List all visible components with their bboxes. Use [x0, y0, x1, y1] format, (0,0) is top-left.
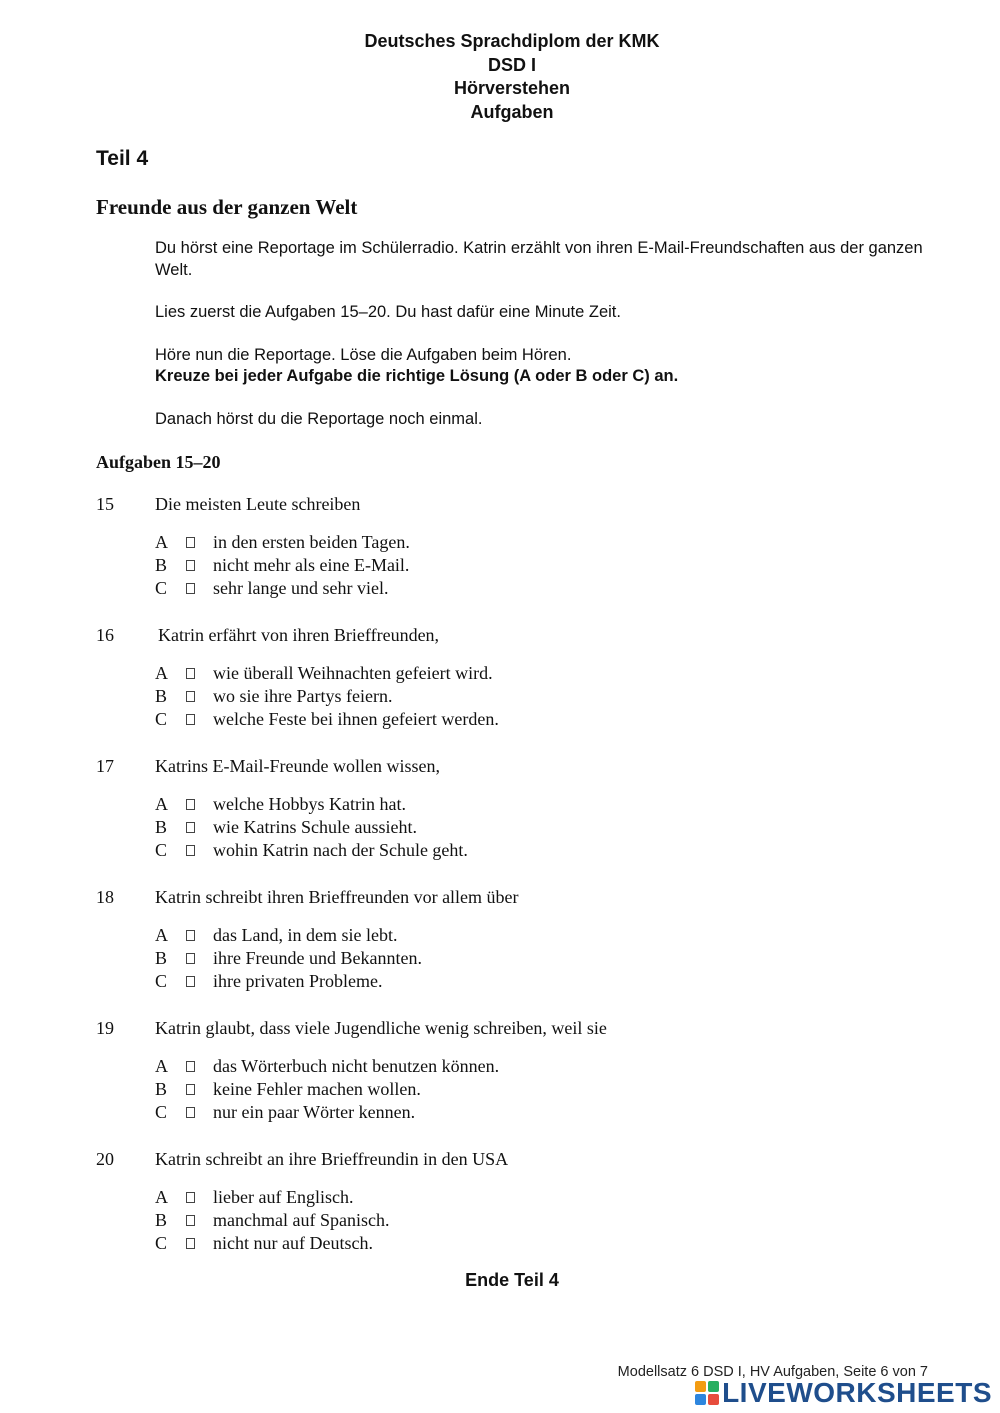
- instructions: [155, 238, 945, 451]
- option-text: sehr lange und sehr viel.: [213, 578, 389, 598]
- checkbox-icon[interactable]: [186, 668, 195, 679]
- option-c[interactable]: [96, 1232, 956, 1255]
- option-text: ihre Freunde und Bekannten.: [213, 948, 422, 968]
- checkbox-icon[interactable]: [186, 930, 195, 941]
- option-letter: A: [155, 663, 168, 683]
- instruction-3-text: Höre nun die Reportage. Löse die Aufgaben beim Hören.: [155, 345, 572, 364]
- checkbox-icon[interactable]: [186, 583, 195, 594]
- question-17: [96, 754, 956, 885]
- liveworksheets-logo-icon: [695, 1381, 719, 1405]
- question-number: 19: [96, 1018, 114, 1038]
- option-text: lieber auf Englisch.: [213, 1187, 354, 1207]
- checkbox-icon[interactable]: [186, 691, 195, 702]
- instruction-3: [155, 345, 945, 388]
- option-a[interactable]: [96, 531, 956, 554]
- checkbox-icon[interactable]: [186, 1238, 195, 1249]
- option-c[interactable]: [96, 577, 956, 600]
- option-letter: C: [155, 971, 168, 991]
- option-letter: C: [155, 840, 168, 860]
- brand-text: LIVEWORKSHEETS: [722, 1377, 992, 1408]
- option-letter: C: [155, 709, 168, 729]
- page-footer: Modellsatz 6 DSD I, HV Aufgaben, Seite 6 von 7: [617, 1364, 928, 1380]
- option-c[interactable]: [96, 839, 956, 862]
- header-line-3: Hörverstehen: [453, 78, 571, 98]
- section-subtitle: Freunde aus der ganzen Welt: [96, 195, 358, 219]
- question-15: [96, 492, 956, 623]
- question-19: [96, 1016, 956, 1147]
- question-number: 15: [96, 494, 114, 514]
- option-text: welche Feste bei ihnen gefeiert werden.: [213, 709, 499, 729]
- question-text: Katrin schreibt an ihre Brieffreundin in den USA: [155, 1149, 509, 1169]
- tasks-heading: Aufgaben 15–20: [96, 452, 221, 472]
- checkbox-icon[interactable]: [186, 560, 195, 571]
- checkbox-icon[interactable]: [186, 1084, 195, 1095]
- option-text: nicht mehr als eine E-Mail.: [213, 555, 410, 575]
- option-text: nur ein paar Wörter kennen.: [213, 1102, 416, 1122]
- option-letter: B: [155, 1079, 168, 1099]
- option-c[interactable]: [96, 970, 956, 993]
- checkbox-icon[interactable]: [186, 799, 195, 810]
- question-list: [96, 492, 956, 1278]
- option-letter: A: [155, 794, 168, 814]
- checkbox-icon[interactable]: [186, 1061, 195, 1072]
- question-text: Katrin erfährt von ihren Brieffreunden,: [158, 625, 440, 645]
- option-text: manchmal auf Spanisch.: [213, 1210, 390, 1230]
- option-b[interactable]: [96, 816, 956, 839]
- option-a[interactable]: [96, 1055, 956, 1078]
- question-number: 17: [96, 756, 114, 776]
- checkbox-icon[interactable]: [186, 714, 195, 725]
- option-letter: B: [155, 948, 168, 968]
- option-letter: A: [155, 1056, 168, 1076]
- option-text: das Land, in dem sie lebt.: [213, 925, 398, 945]
- section-end: Ende Teil 4: [465, 1270, 559, 1290]
- question-number: 18: [96, 887, 114, 907]
- option-letter: B: [155, 686, 168, 706]
- checkbox-icon[interactable]: [186, 976, 195, 987]
- option-c[interactable]: [96, 708, 956, 731]
- option-a[interactable]: [96, 924, 956, 947]
- option-letter: C: [155, 578, 168, 598]
- question-text: Katrin glaubt, dass viele Jugendliche wenig schreiben, weil sie: [155, 1018, 607, 1038]
- checkbox-icon[interactable]: [186, 537, 195, 548]
- checkbox-icon[interactable]: [186, 1215, 195, 1226]
- option-letter: A: [155, 532, 168, 552]
- option-letter: C: [155, 1233, 168, 1253]
- option-letter: B: [155, 555, 168, 575]
- option-b[interactable]: [96, 554, 956, 577]
- option-letter: A: [155, 925, 168, 945]
- option-text: in den ersten beiden Tagen.: [213, 532, 410, 552]
- option-b[interactable]: [96, 1209, 956, 1232]
- checkbox-icon[interactable]: [186, 1107, 195, 1118]
- option-text: ihre privaten Probleme.: [213, 971, 383, 991]
- question-text: Katrins E-Mail-Freunde wollen wissen,: [155, 756, 440, 776]
- question-number: 20: [96, 1149, 114, 1169]
- question-16: [96, 623, 956, 754]
- liveworksheets-brand: [695, 1378, 992, 1408]
- option-a[interactable]: [96, 1186, 956, 1209]
- checkbox-icon[interactable]: [186, 1192, 195, 1203]
- option-text: keine Fehler machen wollen.: [213, 1079, 421, 1099]
- option-letter: C: [155, 1102, 168, 1122]
- checkbox-icon[interactable]: [186, 822, 195, 833]
- instruction-2: Lies zuerst die Aufgaben 15–20. Du hast dafür eine Minute Zeit.: [155, 303, 621, 321]
- option-text: nicht nur auf Deutsch.: [213, 1233, 373, 1253]
- option-text: das Wörterbuch nicht benutzen können.: [213, 1056, 500, 1076]
- section-title: Teil 4: [96, 147, 149, 170]
- option-b[interactable]: [96, 685, 956, 708]
- document-header: [0, 30, 1000, 124]
- option-text: wie überall Weihnachten gefeiert wird.: [213, 663, 493, 683]
- header-line-2: DSD I: [487, 54, 536, 75]
- question-20: [96, 1147, 956, 1278]
- option-text: wo sie ihre Partys feiern.: [213, 686, 393, 706]
- question-text: Die meisten Leute schreiben: [155, 494, 361, 514]
- option-c[interactable]: [96, 1101, 956, 1124]
- question-18: [96, 885, 956, 1016]
- option-letter: A: [155, 1187, 168, 1207]
- header-line-1: Deutsches Sprachdiplom der KMK: [364, 31, 660, 51]
- option-text: welche Hobbys Katrin hat.: [213, 794, 406, 814]
- option-a[interactable]: [96, 793, 956, 816]
- question-number: 16: [96, 625, 114, 645]
- option-letter: B: [155, 1210, 168, 1230]
- option-b[interactable]: [96, 1078, 956, 1101]
- option-letter: B: [155, 817, 168, 837]
- instruction-4: Danach hörst du die Reportage noch einmal.: [155, 409, 483, 428]
- checkbox-icon[interactable]: [186, 845, 195, 856]
- option-b[interactable]: [96, 947, 956, 970]
- question-text: Katrin schreibt ihren Brieffreunden vor allem über: [155, 887, 519, 907]
- option-text: wohin Katrin nach der Schule geht.: [213, 840, 468, 860]
- option-text: wie Katrins Schule aussieht.: [213, 817, 417, 837]
- instruction-3-bold: Kreuze bei jeder Aufgabe die richtige Lösung (A oder B oder C) an.: [155, 367, 679, 385]
- checkbox-icon[interactable]: [186, 953, 195, 964]
- header-line-4: Aufgaben: [470, 101, 554, 122]
- option-a[interactable]: [96, 662, 956, 685]
- instruction-1: Du hörst eine Reportage im Schülerradio. Katrin erzählt von ihren E-Mail-Freundschaften aus der ganzen Welt.: [155, 239, 923, 279]
